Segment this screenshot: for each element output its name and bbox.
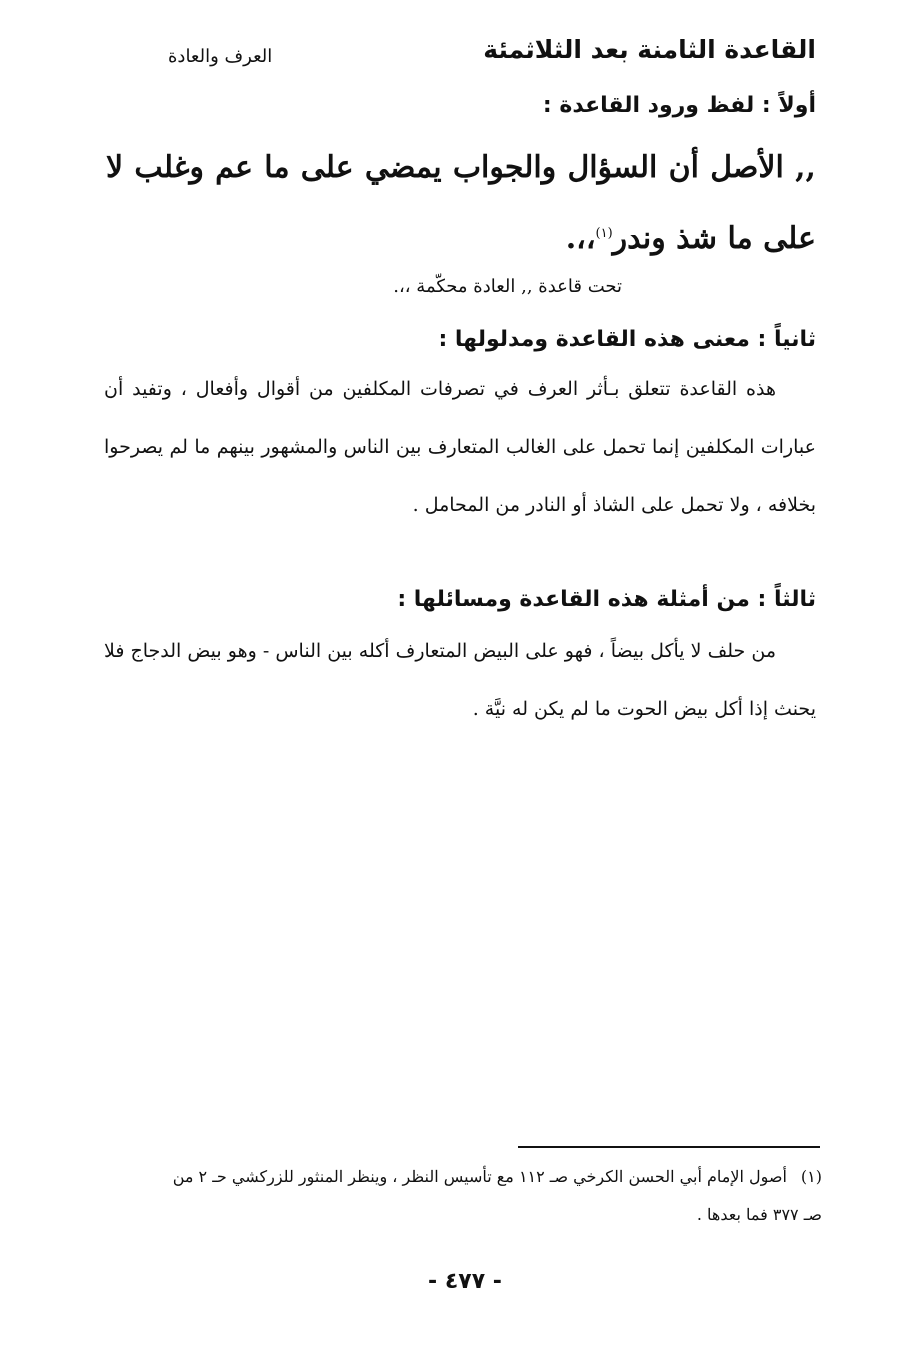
footnote-text: أصول الإمام أبي الحسن الكرخي صـ ١١٢ مع تأسيس النظر ، وينظر المنثور للزركشي حـ ٢ من صـ ٣٧٧ فما بعدها .: [172, 1167, 822, 1224]
meaning-paragraph: هذه القاعدة تتعلق بـأثر العرف في تصرفات المكلفين من أقوال وأفعال ، وتفيد أن عبارات المكلفين إنما تحمل على الغالب المتعارف بين الناس والمشهور بينهم ما لم يصرحوا بخلافه ، ولا تحمل على الشاذ أو النادر من المحامل .: [104, 378, 816, 516]
page-header-topic: العرف والعادة: [168, 46, 273, 67]
rule-statement-text: ,, الأصل أن السؤال والجواب يمضي على ما عم وغلب لا على ما شذ وندر: [106, 150, 816, 256]
page-header-title: القاعدة الثامنة بعد الثلاثمئة: [483, 35, 816, 64]
page-number: - ٤٧٧ -: [428, 1269, 502, 1294]
section-heading-2: ثانياً : معنى هذه القاعدة ومدلولها :: [438, 327, 816, 352]
rule-statement: [106, 135, 816, 272]
examples-paragraph: من حلف لا يأكل بيضاً ، فهو على البيض المتعارف أكله بين الناس - وهو بيض الدجاج فلا يحنث إذا أكل بيض الحوت ما لم يكن له نيَّة .: [104, 640, 816, 720]
footnote-number: (١): [800, 1167, 822, 1186]
footnote-reference: (١): [595, 226, 613, 241]
footnote: [162, 1158, 822, 1234]
section-heading-3: ثالثاً : من أمثلة هذه القاعدة ومسائلها :: [397, 587, 816, 612]
rule-statement-close: ،،.: [565, 221, 596, 256]
footnote-divider: [518, 1146, 820, 1148]
section-heading-1: أولاً : لفظ ورود القاعدة :: [542, 93, 816, 118]
parent-rule-note: تحت قاعدة ,, العادة محكّمة ،،.: [393, 276, 622, 297]
